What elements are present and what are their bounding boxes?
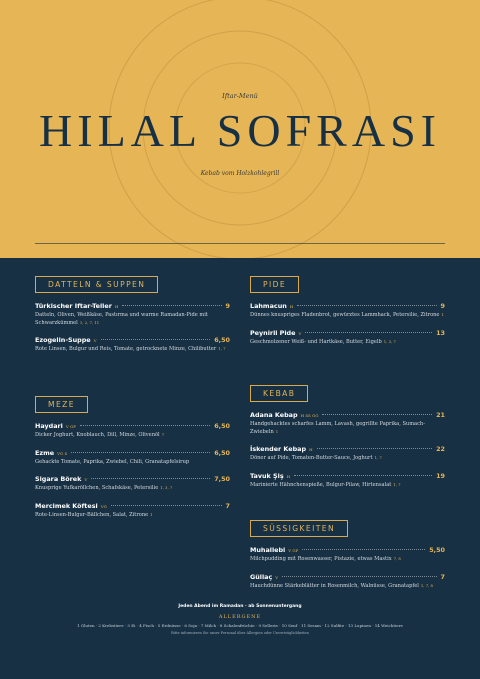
item-name: Mercimek Köftesi [35, 501, 98, 510]
allergen-codes: 1, 7 [218, 346, 226, 352]
item-description: Gehackte Tomate, Paprika, Zwiebel, Chili, Granatapfelsirup [35, 458, 190, 465]
section-heading: SÜSSIGKEITEN [250, 520, 348, 537]
section-heading: DATTELN & SUPPEN [35, 276, 158, 293]
restaurant-tagline: Kebab vom Holzkohlegrill [200, 170, 280, 177]
restaurant-title: HILAL SOFRASI [39, 105, 441, 156]
section-meze [35, 392, 230, 529]
item-tag: H SS GG [300, 413, 319, 418]
header-panel [0, 0, 480, 258]
allergen-codes: 1, 7 [374, 455, 382, 461]
menu-item [250, 472, 445, 490]
menu-item [250, 411, 445, 436]
header-divider [35, 243, 445, 244]
allergen-codes: 1, 7, 8 [420, 582, 433, 588]
item-tag: V [93, 338, 97, 344]
item-tag: VG S [57, 450, 68, 456]
leader-dots [305, 332, 432, 333]
item-tag: V GF [288, 548, 299, 553]
section-datteln-suppen [35, 272, 230, 363]
allergen-codes: 1 [150, 511, 153, 517]
allergen-codes: 1, 3, 7 [383, 338, 396, 344]
allergens-heading: ALLERGENE [218, 614, 262, 620]
item-tag: V [84, 477, 88, 483]
leader-dots [91, 478, 210, 479]
item-tag: V [298, 330, 302, 336]
item-description: Datteln, Oliven, Weißkäse, Pastırma und warme Ramadan-Pide mit Schwarzkümmel [35, 312, 208, 326]
item-description: Rote-Linsen-Bulgur-Bällchen, Salat, Zitrone [35, 511, 149, 518]
allergy-note: Bitte informieren Sie unser Personal über Allergien oder Unverträglichkeiten [171, 631, 309, 635]
leader-dots [322, 414, 432, 415]
item-description: Geschmolzener Weiß- und Hartkäse, Butter, Eigelb [250, 338, 382, 345]
allergen-codes: 1 [275, 428, 279, 434]
item-name: Güllaç [250, 572, 273, 581]
item-price: 22 [436, 445, 445, 454]
menu-item [250, 329, 445, 347]
item-description: Rote Linsen, Bulgur und Reis, Tomate, getrocknete Minze, Chilibutter [35, 346, 217, 353]
leader-dots [101, 339, 211, 340]
item-description: Dünnes knuspriges Fladenbrot, gewürztes Lammhack, Petersilie, Zitrone [250, 312, 440, 318]
leader-dots [282, 576, 436, 577]
allergen-codes: 7, 8 [393, 556, 401, 561]
menu-item [35, 475, 230, 493]
item-price: 9 [225, 302, 230, 310]
item-name: Adana Kebap [250, 411, 298, 419]
item-price: 13 [436, 328, 445, 337]
item-price: 6,50 [214, 336, 230, 345]
section-heading: PIDE [250, 276, 299, 293]
section-heading: MEZE [35, 396, 88, 413]
item-price: 19 [436, 471, 445, 480]
menu-item [35, 449, 230, 467]
item-price: 6,50 [214, 422, 230, 430]
leader-dots [317, 448, 433, 449]
item-description: Milchpudding mit Rosenwasser, Pistazie, etwas Mastix [250, 556, 392, 562]
section-pide [250, 272, 445, 355]
item-price: 6,50 [214, 448, 230, 457]
item-name: Muhallebi [250, 546, 286, 554]
item-name: Tavuk Şiş [250, 471, 284, 480]
item-tag: VG [100, 503, 107, 509]
item-description: Hauchdünne Stärkeblätter in Rosenmilch, Walnüsse, Granatapfel [250, 582, 419, 589]
item-price: 5,50 [429, 546, 445, 554]
leader-dots [71, 452, 210, 453]
item-price: 7,50 [214, 475, 230, 484]
item-tag: H [114, 304, 119, 309]
item-description: Dicker Joghurt, Knoblauch, Dill, Minze, Olivenöl [35, 432, 160, 438]
service-hours: Jeden Abend im Ramadan · ab Sonnenuntergang [178, 604, 302, 609]
item-description: Knusprige Yufkaröllchen, Schafskäse, Petersilie [35, 485, 159, 492]
item-name: Haydari [35, 422, 63, 430]
menu-footer [0, 604, 480, 635]
allergen-codes: 1 [441, 312, 444, 317]
leader-dots [122, 305, 221, 306]
item-tag: V [275, 574, 279, 580]
section-suessigkeiten [250, 516, 445, 599]
menu-item [35, 336, 230, 354]
leader-dots [302, 549, 425, 550]
item-price: 7 [225, 501, 230, 510]
item-price: 7 [440, 572, 445, 581]
allergen-codes: 1, 7 [393, 481, 401, 487]
item-tag: H [286, 473, 291, 479]
item-price: 21 [436, 411, 445, 419]
item-name: Türkischer Iftar-Teller [35, 302, 112, 310]
menu-eyebrow: Iftar-Menü [222, 92, 258, 100]
item-description: Handgehacktes scharfes Lamm, Lavash, gegrillte Paprika, Sumach-Zwiebeln [250, 421, 425, 435]
menu-item [35, 422, 230, 440]
allergen-codes: 7 [161, 432, 165, 437]
item-name: İskender Kebap [250, 445, 307, 454]
leader-dots [294, 475, 432, 476]
item-description: Döner auf Pide, Tomaten-Butter-Sauce, Joghurt [250, 455, 373, 462]
section-kebab [250, 381, 445, 499]
menu-item [250, 302, 445, 320]
menu-item [250, 445, 445, 463]
item-name: Peynirli Pide [250, 328, 296, 337]
allergen-codes: 1, 2, 7, 11 [79, 319, 100, 325]
menu-item [250, 546, 445, 564]
item-name: Ezme [35, 448, 55, 457]
menu-item [250, 573, 445, 591]
item-price: 9 [440, 302, 445, 310]
allergens-legend: 1 Gluten · 2 Krebstiere · 3 Ei · 4 Fisch · 5 Erdnüsse · 6 Soja · 7 Milch · 8 Schalenfrüchte · 9 Sellerie · 10 Senf · 11 Sesam · 12 Sulfite · 13 Lupinen · 14 Weichtiere [77, 623, 403, 628]
item-name: Ezogelin-Suppe [35, 336, 91, 345]
leader-dots [80, 425, 210, 426]
leader-dots [111, 505, 222, 506]
item-tag: V GF [65, 424, 76, 429]
item-name: Lahmacun [250, 302, 287, 310]
menu-item [35, 502, 230, 520]
item-description: Marinierte Hähnchenspieße, Bulgur-Pilaw, Hirtensalat [250, 481, 392, 488]
section-heading: KEBAB [250, 385, 308, 402]
leader-dots [297, 305, 436, 306]
item-tag: H [289, 304, 294, 309]
item-tag: H [309, 447, 313, 453]
allergen-codes: 1, 3, 7 [160, 485, 173, 491]
item-name: Sigara Börek [35, 475, 82, 484]
menu-item [35, 302, 230, 327]
